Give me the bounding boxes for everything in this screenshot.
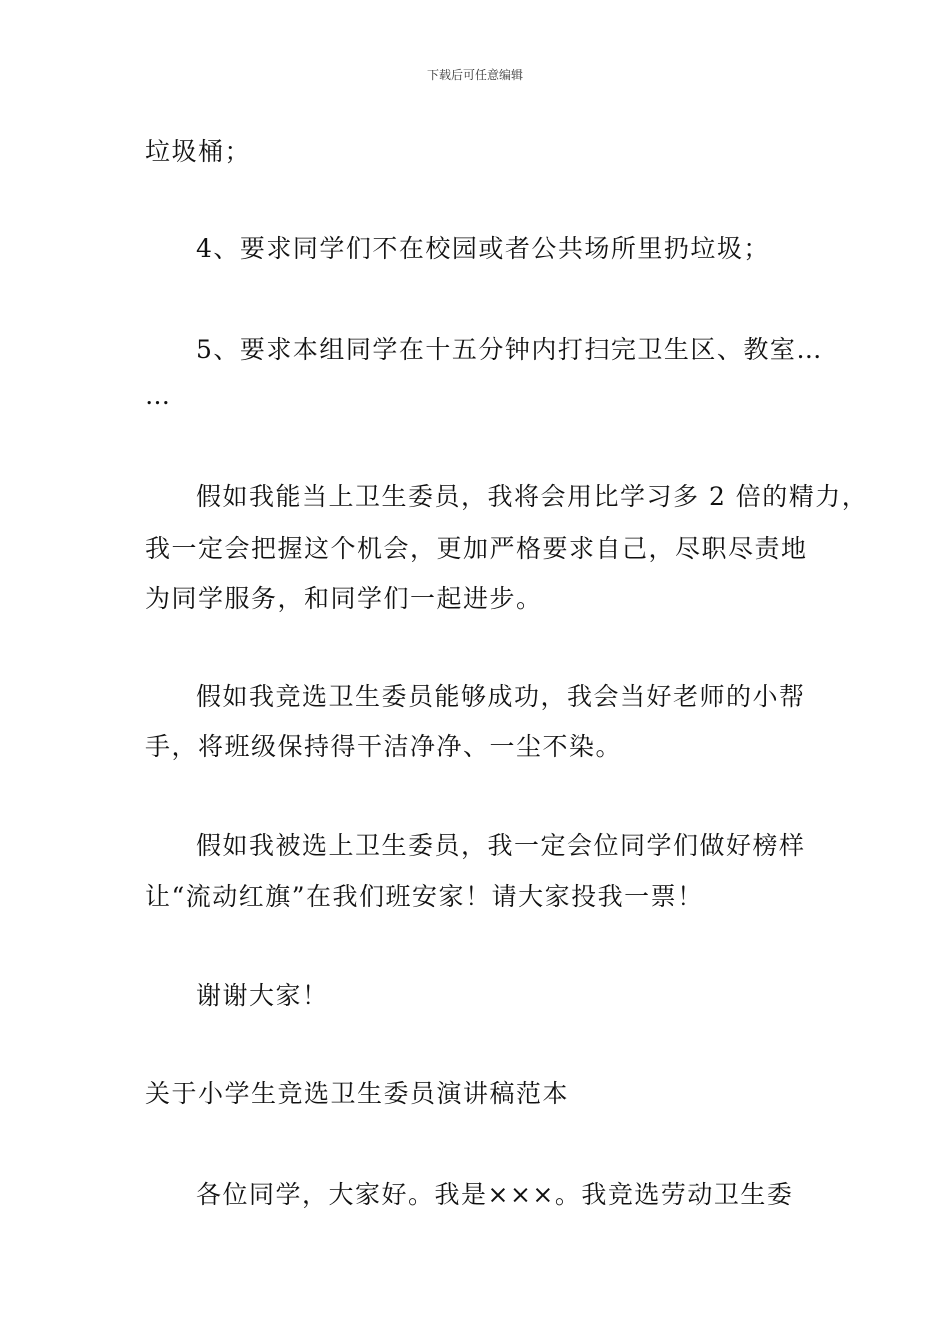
text-line: … — [145, 381, 172, 410]
section-title: 关于小学生竞选卫生委员演讲稿范本 — [145, 1079, 570, 1108]
text-line: 假如我竞选卫生委员能够成功，我会当好老师的小帮 — [196, 682, 806, 711]
text-line: 谢谢大家！ — [196, 981, 329, 1010]
text-line: 手，将班级保持得干洁净净、一尘不染。 — [145, 732, 623, 761]
text-line: 4、要求同学们不在校园或者公共场所里扔垃圾； — [196, 234, 770, 263]
text-line: 各位同学，大家好。我是×××。我竞选劳动卫生委 — [196, 1180, 794, 1209]
text-line: 垃圾桶； — [145, 137, 252, 166]
page-header: 下载后可任意编辑 — [426, 68, 523, 82]
text-line: 让“流动红旗”在我们班安家！请大家投我一票！ — [145, 882, 704, 911]
text-line: 为同学服务，和同学们一起进步。 — [145, 584, 543, 613]
text-line: 假如我被选上卫生委员，我一定会位同学们做好榜样 — [196, 831, 806, 860]
text-line: 我一定会把握这个机会，更加严格要求自己，尽职尽责地 — [145, 534, 808, 563]
text-line: 假如我能当上卫生委员，我将会用比学习多 2 倍的精力， — [196, 482, 869, 511]
text-line: 5、要求本组同学在十五分钟内打扫完卫生区、教室… — [196, 335, 823, 364]
